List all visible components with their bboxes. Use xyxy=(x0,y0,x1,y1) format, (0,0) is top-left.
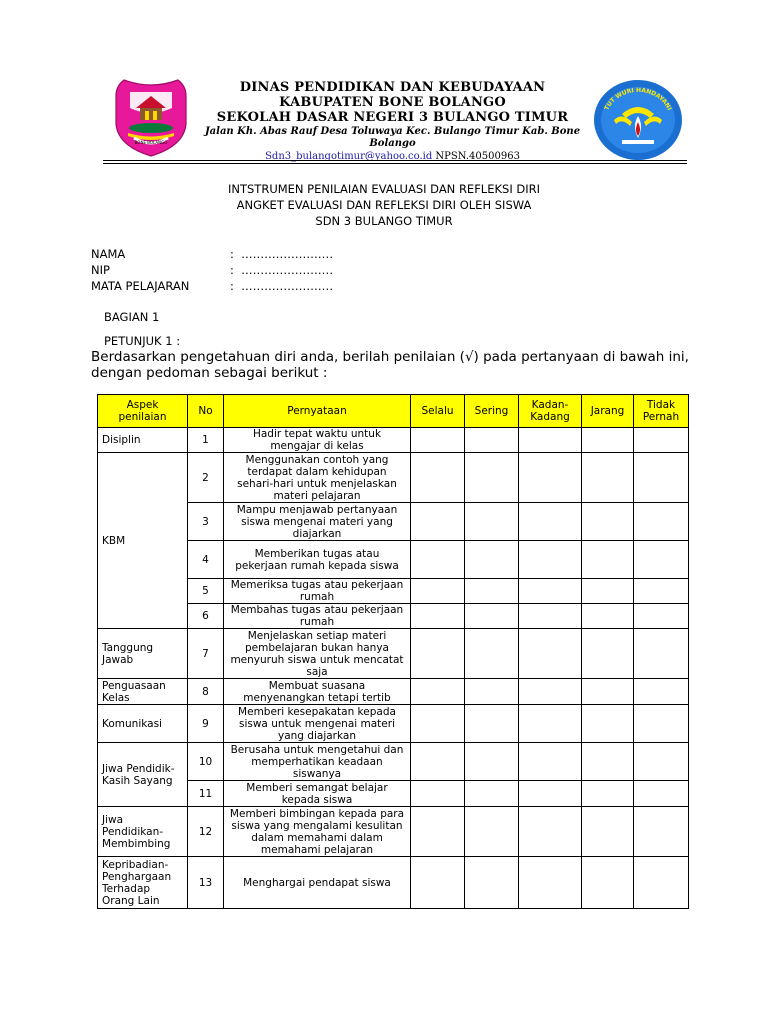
instruction-text: Berdasarkan pengetahuan diri anda, berilah penilaian (√) pada pertanyaan di bawah ini, dengan pedoman sebagai berikut : xyxy=(91,349,689,381)
rating-sering-cell[interactable] xyxy=(465,857,519,909)
rating-tidak-pernah-cell[interactable] xyxy=(634,679,689,705)
document-title xyxy=(100,181,668,229)
name-field: : …………………… xyxy=(230,247,334,261)
tut-wuri-handayani-logo xyxy=(592,78,684,162)
rating-tidak-pernah-cell[interactable] xyxy=(634,807,689,857)
rating-sering-cell[interactable] xyxy=(465,453,519,503)
email-link[interactable]: Sdn3_bulangotimur@yahoo.co.id xyxy=(265,151,433,162)
rating-jarang-cell[interactable] xyxy=(582,781,634,807)
rating-kadang-cell[interactable] xyxy=(519,629,582,679)
letterhead-rule xyxy=(103,160,687,161)
rating-tidak-pernah-cell[interactable] xyxy=(634,604,689,629)
emblem-label: BONE BOLANGO xyxy=(134,140,168,145)
aspect-cell: Penguasaan Kelas xyxy=(98,679,188,705)
rating-kadang-cell[interactable] xyxy=(519,679,582,705)
header-selalu: Selalu xyxy=(411,395,465,428)
rating-tidak-pernah-cell[interactable] xyxy=(634,781,689,807)
rating-jarang-cell[interactable] xyxy=(582,705,634,743)
rating-kadang-cell[interactable] xyxy=(519,428,582,453)
rating-selalu-cell[interactable] xyxy=(411,807,465,857)
rating-tidak-pernah-cell[interactable] xyxy=(634,428,689,453)
identity-row xyxy=(91,278,333,294)
nip-label: NIP xyxy=(91,263,110,277)
table-row xyxy=(98,679,689,705)
table-row xyxy=(98,705,689,743)
identity-row xyxy=(91,262,333,278)
rating-kadang-cell[interactable] xyxy=(519,807,582,857)
header-kadang: Kadan-Kadang xyxy=(519,395,582,428)
rating-kadang-cell[interactable] xyxy=(519,743,582,781)
letterhead xyxy=(200,80,585,163)
item-number: 7 xyxy=(188,629,224,679)
table-header-row xyxy=(98,395,689,428)
rating-jarang-cell[interactable] xyxy=(582,453,634,503)
identity-row xyxy=(91,246,333,262)
rating-selalu-cell[interactable] xyxy=(411,541,465,579)
table-row xyxy=(98,807,689,857)
table-row xyxy=(98,857,689,909)
rating-kadang-cell[interactable] xyxy=(519,541,582,579)
section-heading: BAGIAN 1 xyxy=(104,310,160,324)
name-label: NAMA xyxy=(91,247,126,261)
rating-sering-cell[interactable] xyxy=(465,705,519,743)
rating-jarang-cell[interactable] xyxy=(582,629,634,679)
aspect-cell: Komunikasi xyxy=(98,705,188,743)
statement-cell: Menghargai pendapat siswa xyxy=(224,857,411,909)
rating-selalu-cell[interactable] xyxy=(411,705,465,743)
statement-cell: Memberi semangat belajar kepada siswa xyxy=(224,781,411,807)
item-number: 13 xyxy=(188,857,224,909)
item-number: 2 xyxy=(188,453,224,503)
rating-tidak-pernah-cell[interactable] xyxy=(634,743,689,781)
item-number: 9 xyxy=(188,705,224,743)
rating-kadang-cell[interactable] xyxy=(519,857,582,909)
item-number: 4 xyxy=(188,541,224,579)
aspect-cell: Jiwa Pendidikan-Membimbing xyxy=(98,807,188,857)
table-row xyxy=(98,453,689,503)
school-name: SEKOLAH DASAR NEGERI 3 BULANGO TIMUR xyxy=(216,110,569,125)
statement-cell: Memberikan tugas atau pekerjaan rumah kepada siswa xyxy=(224,541,411,579)
rating-sering-cell[interactable] xyxy=(465,428,519,453)
school-address: Jalan Kh. Abas Rauf Desa Toluwaya Kec. Bulango Timur Kab. Bone Bolango xyxy=(204,126,581,149)
rating-tidak-pernah-cell[interactable] xyxy=(634,579,689,604)
rating-jarang-cell[interactable] xyxy=(582,579,634,604)
regency-name: KABUPATEN BONE BOLANGO xyxy=(279,95,506,110)
aspect-cell: Jiwa Pendidik-Kasih Sayang xyxy=(98,743,188,807)
table-row xyxy=(98,428,689,453)
item-number: 3 xyxy=(188,503,224,541)
rating-sering-cell[interactable] xyxy=(465,541,519,579)
aspect-cell: Disiplin xyxy=(98,428,188,453)
rating-sering-cell[interactable] xyxy=(465,629,519,679)
statement-cell: Mampu menjawab pertanyaan siswa mengenai materi yang diajarkan xyxy=(224,503,411,541)
rating-selalu-cell[interactable] xyxy=(411,503,465,541)
rating-selalu-cell[interactable] xyxy=(411,743,465,781)
rating-selalu-cell[interactable] xyxy=(411,679,465,705)
statement-cell: Memeriksa tugas atau pekerjaan rumah xyxy=(224,579,411,604)
rating-tidak-pernah-cell[interactable] xyxy=(634,541,689,579)
rating-sering-cell[interactable] xyxy=(465,604,519,629)
statement-cell: Menjelaskan setiap materi pembelajaran bukan hanya menyuruh siswa untuk mencatat saja xyxy=(224,629,411,679)
rating-jarang-cell[interactable] xyxy=(582,428,634,453)
letterhead-rule-thin xyxy=(103,163,687,164)
table-row xyxy=(98,743,689,781)
aspect-cell: Kepribadian-Penghargaan Terhadap Orang Lain xyxy=(98,857,188,909)
rating-tidak-pernah-cell[interactable] xyxy=(634,503,689,541)
rating-selalu-cell[interactable] xyxy=(411,857,465,909)
header-aspek: Aspek penilaian xyxy=(98,395,188,428)
item-number: 8 xyxy=(188,679,224,705)
rating-jarang-cell[interactable] xyxy=(582,503,634,541)
rating-jarang-cell[interactable] xyxy=(582,807,634,857)
title-line-3: SDN 3 BULANGO TIMUR xyxy=(315,214,453,228)
rating-kadang-cell[interactable] xyxy=(519,503,582,541)
title-line-1: INTSTRUMEN PENILAIAN EVALUASI DAN REFLEKSI DIRI xyxy=(227,182,541,196)
rating-tidak-pernah-cell[interactable] xyxy=(634,629,689,679)
header-jarang: Jarang xyxy=(582,395,634,428)
statement-cell: Membuat suasana menyenangkan tetapi tertib xyxy=(224,679,411,705)
item-number: 6 xyxy=(188,604,224,629)
subject-label: MATA PELAJARAN xyxy=(91,279,190,293)
rating-selalu-cell[interactable] xyxy=(411,453,465,503)
rating-kadang-cell[interactable] xyxy=(519,453,582,503)
identity-fields xyxy=(91,246,333,294)
survey-table xyxy=(97,394,689,909)
subject-field: : …………………… xyxy=(230,279,334,293)
rating-selalu-cell[interactable] xyxy=(411,428,465,453)
header-tidak-pernah: Tidak Pernah xyxy=(634,395,689,428)
statement-cell: Membahas tugas atau pekerjaan rumah xyxy=(224,604,411,629)
rating-kadang-cell[interactable] xyxy=(519,579,582,604)
regency-logo xyxy=(112,78,190,158)
item-number: 1 xyxy=(188,428,224,453)
rating-sering-cell[interactable] xyxy=(465,679,519,705)
npsn: NPSN.40500963 xyxy=(432,151,520,162)
rating-kadang-cell[interactable] xyxy=(519,705,582,743)
instruction-heading: PETUNJUK 1 : xyxy=(104,334,181,348)
item-number: 5 xyxy=(188,579,224,604)
rating-tidak-pernah-cell[interactable] xyxy=(634,453,689,503)
rating-tidak-pernah-cell[interactable] xyxy=(634,857,689,909)
table-row xyxy=(98,629,689,679)
rating-selalu-cell[interactable] xyxy=(411,781,465,807)
rating-jarang-cell[interactable] xyxy=(582,857,634,909)
rating-selalu-cell[interactable] xyxy=(411,579,465,604)
item-number: 10 xyxy=(188,743,224,781)
contact-line xyxy=(200,150,585,163)
statement-cell: Memberi kesepakatan kepada siswa untuk mengenai materi yang diajarkan xyxy=(224,705,411,743)
rating-kadang-cell[interactable] xyxy=(519,604,582,629)
rating-jarang-cell[interactable] xyxy=(582,743,634,781)
rating-sering-cell[interactable] xyxy=(465,503,519,541)
statement-cell: Memberi bimbingan kepada para siswa yang mengalami kesulitan dalam memahami dalam memahami pelajaran xyxy=(224,807,411,857)
agency-name: DINAS PENDIDIKAN DAN KEBUDAYAAN xyxy=(239,80,546,95)
rating-sering-cell[interactable] xyxy=(465,807,519,857)
header-no: No xyxy=(188,395,224,428)
rating-sering-cell[interactable] xyxy=(465,781,519,807)
nip-field: : …………………… xyxy=(230,263,334,277)
rating-selalu-cell[interactable] xyxy=(411,629,465,679)
statement-cell: Hadir tepat waktu untuk mengajar di kelas xyxy=(224,428,411,453)
rating-jarang-cell[interactable] xyxy=(582,541,634,579)
item-number: 12 xyxy=(188,807,224,857)
rating-sering-cell[interactable] xyxy=(465,579,519,604)
rating-kadang-cell[interactable] xyxy=(519,781,582,807)
statement-cell: Menggunakan contoh yang terdapat dalam kehidupan sehari-hari untuk menjelaskan materi pelajaran xyxy=(224,453,411,503)
rating-jarang-cell[interactable] xyxy=(582,604,634,629)
rating-sering-cell[interactable] xyxy=(465,743,519,781)
header-pernyataan: Pernyataan xyxy=(224,395,411,428)
statement-cell: Berusaha untuk mengetahui dan memperhatikan keadaan siswanya xyxy=(224,743,411,781)
emblem-ring-text: TUT WURI HANDAYANI xyxy=(603,86,673,112)
rating-selalu-cell[interactable] xyxy=(411,604,465,629)
rating-tidak-pernah-cell[interactable] xyxy=(634,705,689,743)
aspect-cell: Tanggung Jawab xyxy=(98,629,188,679)
item-number: 11 xyxy=(188,781,224,807)
title-line-2: ANGKET EVALUASI DAN REFLEKSI DIRI OLEH SISWA xyxy=(236,198,532,212)
aspect-cell: KBM xyxy=(98,453,188,629)
rating-jarang-cell[interactable] xyxy=(582,679,634,705)
header-sering: Sering xyxy=(465,395,519,428)
